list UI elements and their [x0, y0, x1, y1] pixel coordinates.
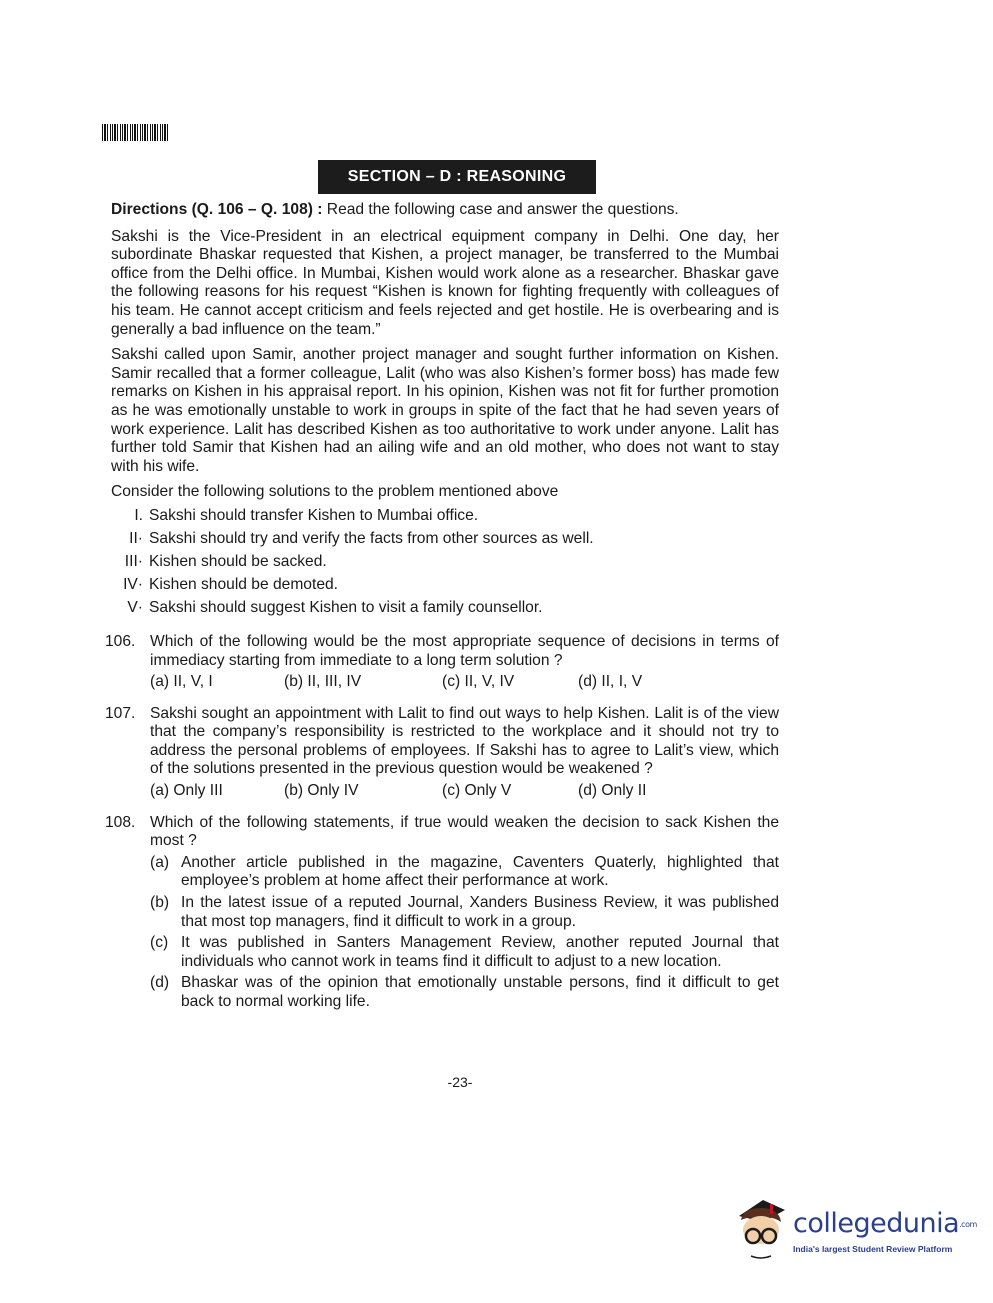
case-paragraph-2: Sakshi called upon Samir, another project manager and sought further information on Kishen. Samir recalled that a former colleague, Lalit (who was also Kishen’s former boss) has made few remarks on Kishen in his appraisal report. In his opinion, Kishen was not fit for further promotion as he was emotionally unstable to work in groups in spite of the fact that he had seven years of work experience. Lalit has described Kishen as too authoritative to work under anyone. Lalit has further told Samir that Kishen had an ailing wife and an old mother, who does not want to stay with his wife.	[111, 346, 779, 475]
choice-a[interactable]: (a) II, V, I	[150, 673, 213, 691]
choice-b[interactable]: (b) II, III, IV	[284, 673, 362, 691]
choice-b[interactable]: (b) Only IV	[284, 782, 359, 800]
question-content	[105, 201, 779, 1012]
solution-item: IV· Kishen should be demoted.	[123, 576, 338, 594]
solution-item: III· Kishen should be sacked.	[124, 553, 327, 571]
question-108	[105, 813, 779, 1012]
choice-d[interactable]: (d) II, I, V	[578, 673, 643, 691]
choice-d[interactable]: (d) Only II	[578, 782, 647, 800]
choice-d[interactable]: (d) Bhaskar was of the opinion that emotionally unstable persons, find it difficult to get back to normal working life.	[150, 974, 779, 1010]
choice-b[interactable]: (b) In the latest issue of a reputed Journal, Xanders Business Review, it was published that most top managers, find it difficult to work in a group.	[150, 894, 779, 930]
question-text: Which of the following would be the most appropriate sequence of decisions in terms of immediacy starting from immediate to a long term solution ?	[150, 632, 779, 669]
question-number: 107.	[105, 704, 136, 722]
question-106	[105, 632, 779, 692]
case-paragraph-1: Sakshi is the Vice-President in an electrical equipment company in Delhi. One day, her subordinate Bhaskar requested that Kishen, a project manager, be transferred to the Mumbai office from the Delhi office. In Mumbai, Kishen would work alone as a researcher. Bhaskar gave the following reasons for his request “Kishen is known for fighting frequently with colleagues of his team. He cannot accept criticism and feels rejected and get hostile. He is overbearing and is generally a bad influence on the team.”	[111, 227, 779, 338]
question-number: 106.	[105, 632, 136, 650]
question-text: Sakshi sought an appointment with Lalit to find out ways to help Kishen. Lalit is of the view that the company’s responsibility is restricted to the workplace and it should not try to address the personal problems of employees. If Sakshi has to agree to Lalit’s view, which of the solutions presented in the previous question would be weakened ?	[150, 704, 779, 778]
choice-c[interactable]: (c) It was published in Santers Management Review, another reputed Journal that individuals who cannot work in teams find it difficult to adjust to a new location.	[150, 934, 779, 970]
choice-a[interactable]: (a) Another article published in the magazine, Caventers Quaterly, highlighted that employee’s problem at home affect their performance at work.	[150, 853, 779, 890]
question-text: Which of the following statements, if true would weaken the decision to sack Kishen the most ?	[150, 813, 779, 850]
consider-text: Consider the following solutions to the problem mentioned above	[111, 483, 559, 501]
directions-text: Read the following case and answer the questions.	[322, 201, 679, 218]
answer-choices	[150, 782, 779, 801]
answer-choices	[150, 673, 779, 692]
question-number: 108.	[105, 813, 136, 831]
mascot-icon	[733, 1196, 791, 1260]
directions	[111, 201, 779, 220]
solution-item: II· Sakshi should try and verify the facts from other sources as well.	[129, 530, 594, 548]
choice-a[interactable]: (a) Only III	[150, 782, 223, 800]
solution-item: I. Sakshi should transfer Kishen to Mumbai office.	[134, 507, 479, 525]
page-number: -23-	[447, 1074, 473, 1090]
barcode	[102, 124, 168, 141]
choice-c[interactable]: (c) II, V, IV	[442, 673, 515, 691]
directions-label: Directions (Q. 106 – Q. 108) :	[111, 201, 323, 218]
answer-choices	[150, 854, 779, 1012]
question-107	[105, 704, 779, 801]
collegedunia-logo: collegedunia.com India's largest Student Review Platform	[733, 1196, 963, 1266]
solutions-list	[111, 505, 779, 620]
section-title: SECTION – D : REASONING	[318, 160, 596, 194]
choice-c[interactable]: (c) Only V	[442, 782, 512, 800]
solution-item: V· Sakshi should suggest Kishen to visit a family counsellor.	[127, 599, 543, 617]
